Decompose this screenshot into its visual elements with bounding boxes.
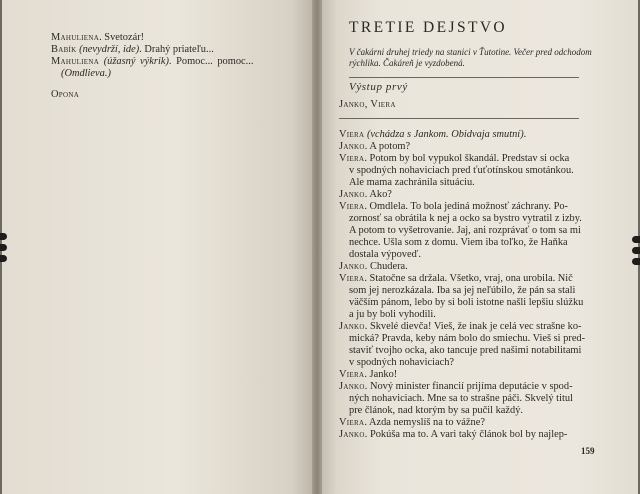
binder-ring <box>0 255 7 262</box>
curtain-text: Opona <box>51 89 80 100</box>
dialogue-line: Viera. Omdlela. To bola jediná možnosť záchrany. Po- <box>339 201 569 212</box>
dialogue-line: ných nohaviciach. Mne sa to strašne páči. Skvelý titul <box>349 393 573 404</box>
dialogue-line: nechce. Ušla som z domu. Viem iba toľko, že Haňka <box>349 237 568 248</box>
dialogue-line: v spodných nohaviciach? <box>349 357 455 368</box>
dialogue-line: zornosť sa obrátila k nej a ocko sa bystro vytratil z izby. <box>349 213 582 224</box>
dialogue-line: Viera (vchádza s Jankom. Obidvaja smutní). <box>339 129 527 140</box>
dialogue-line: Janko. A potom? <box>339 141 411 152</box>
divider-rule <box>349 77 579 78</box>
dialogue-line: väčším pánom, lebo by si boli istotne našli lepšiu slúžku <box>349 297 584 308</box>
scene-title: Výstup prvý <box>349 81 408 93</box>
dialogue-line: staviť tvojho ocka, ako tancuje pred našimi notabilitami <box>349 345 582 356</box>
scene-characters: Janko, Viera <box>339 99 396 110</box>
dialogue-line: Ale mama zachránila situáciu. <box>349 177 475 188</box>
stage-direction: (Omdlieva.) <box>61 68 111 79</box>
dialogue-line: Janko. Nový minister financií prijíma deputácie v spod- <box>339 381 573 392</box>
dialogue-line: Babík (nevydrží, ide). Drahý priateľu... <box>51 44 214 55</box>
dialogue-line: Mahuliena. Svetozár! <box>51 32 145 43</box>
dialogue-line: som jej nerozkázala. Iba sa jej neľúbilo, že pán sa stali <box>349 285 576 296</box>
dialogue-line: Viera. Statočne sa držala. Všetko, vraj, ona urobila. Nič <box>339 273 573 284</box>
book-gutter <box>312 0 322 494</box>
binder-ring <box>632 247 640 254</box>
binder-ring <box>0 244 7 251</box>
dialogue-line: Janko. Chudera. <box>339 261 408 272</box>
dialogue-line: dostala výpoveď. <box>349 249 421 260</box>
dialogue-line: A potom to vyšetrovanie. Jaj, ani rozprávať o tom sa mi <box>349 225 581 236</box>
stage-direction: rýchlika. Čakáreň je vyzdobená. <box>349 58 465 68</box>
dialogue-line: Viera. Janko! <box>339 369 398 380</box>
stage-direction: V čakárni druhej triedy na stanici v Ťutotine. Večer pred odchodom <box>349 47 592 57</box>
dialogue-line: pre článok, nad ktorým by sa pučil každý. <box>349 405 523 416</box>
binder-ring <box>632 258 640 265</box>
dialogue-line: a ju by boli vyhodili. <box>349 309 436 320</box>
dialogue-line: Mahuliena (úžasný výkrik). Pomoc... pomoc... <box>51 56 254 67</box>
dialogue-line: mická? Pravda, keby nám bolo do smiechu. Vieš si pred- <box>349 333 586 344</box>
dialogue-line: Janko. Ako? <box>339 189 392 200</box>
dialogue-line: Janko. Pokúša ma to. A vari taký článok bol by najlep- <box>339 429 568 440</box>
act-title: TRETIE DEJSTVO <box>349 19 508 36</box>
binder-ring <box>0 233 7 240</box>
dialogue-line: Viera. Azda nemyslíš na to vážne? <box>339 417 485 428</box>
divider-rule <box>339 118 579 119</box>
dialogue-line: Janko. Skvelé dievča! Vieš, že inak je celá vec strašne ko- <box>339 321 582 332</box>
page-number: 159 <box>581 446 595 456</box>
dialogue-line: v spodných nohaviciach pred ťuťotínskou smotánkou. <box>349 165 574 176</box>
dialogue-line: Viera. Potom by bol vypukol škandál. Predstav si ocka <box>339 153 570 164</box>
left-page <box>2 0 316 494</box>
binder-ring <box>632 236 640 243</box>
